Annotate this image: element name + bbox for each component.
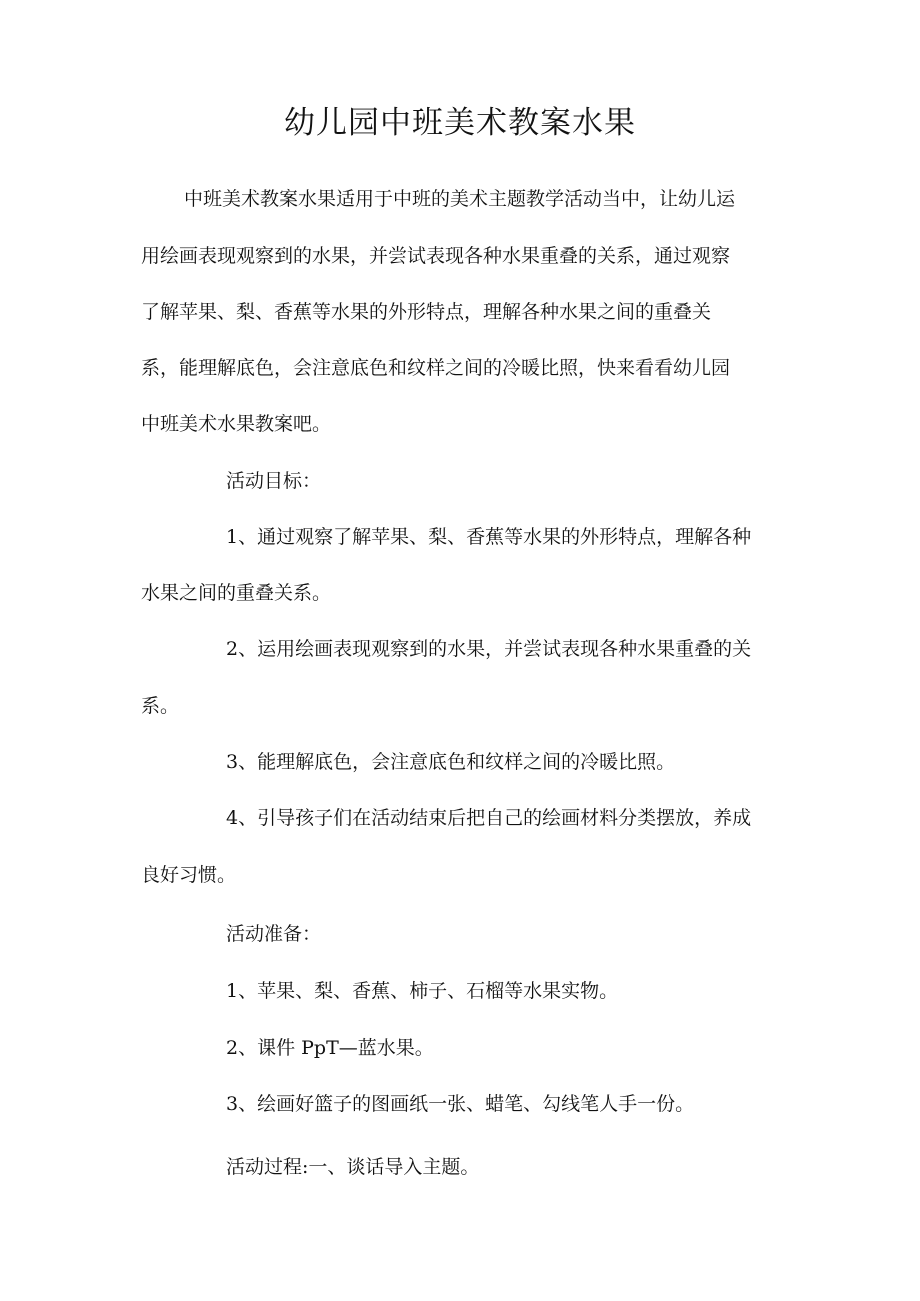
goal-4-line-2: 良好习惯。 (141, 864, 237, 886)
preparation-item-1: 1、苹果、梨、香蕉、柿子、石榴等水果实物。 (226, 980, 619, 1002)
goal-2-line-1: 2、运用绘画表现观察到的水果，并尝试表现各种水果重叠的关 (226, 638, 752, 660)
goal-2-line-2: 系。 (141, 695, 180, 717)
goal-1-line-2: 水果之间的重叠关系。 (141, 582, 332, 604)
preparation-item-2: 2、课件 PpT—蓝水果。 (226, 1037, 434, 1059)
intro-line-2: 用绘画表现观察到的水果，并尝试表现各种水果重叠的关系，通过观察 (141, 245, 731, 267)
document-title: 幼儿园中班美术教案水果 (284, 105, 636, 141)
preparation-heading: 活动准备： (226, 923, 322, 945)
intro-line-5: 中班美术水果教案吧。 (141, 413, 332, 435)
intro-line-1: 中班美术教案水果适用于中班的美术主题教学活动当中，让幼儿运 (184, 188, 736, 210)
goal-4-line-1: 4、引导孩子们在活动结束后把自己的绘画材料分类摆放，养成 (226, 807, 752, 829)
intro-line-4: 系，能理解底色，会注意底色和纹样之间的冷暖比照，快来看看幼儿园 (141, 357, 731, 379)
process-heading: 活动过程:一、谈话导入主题。 (226, 1156, 480, 1178)
preparation-item-3: 3、绘画好篮子的图画纸一张、蜡笔、勾线笔人手一份。 (226, 1093, 695, 1115)
goals-heading: 活动目标： (226, 470, 322, 492)
goal-3: 3、能理解底色，会注意底色和纹样之间的冷暖比照。 (226, 751, 676, 773)
intro-line-3: 了解苹果、梨、香蕉等水果的外形特点，理解各种水果之间的重叠关 (141, 301, 712, 323)
goal-1-line-1: 1、通过观察了解苹果、梨、香蕉等水果的外形特点，理解各种 (226, 526, 752, 548)
